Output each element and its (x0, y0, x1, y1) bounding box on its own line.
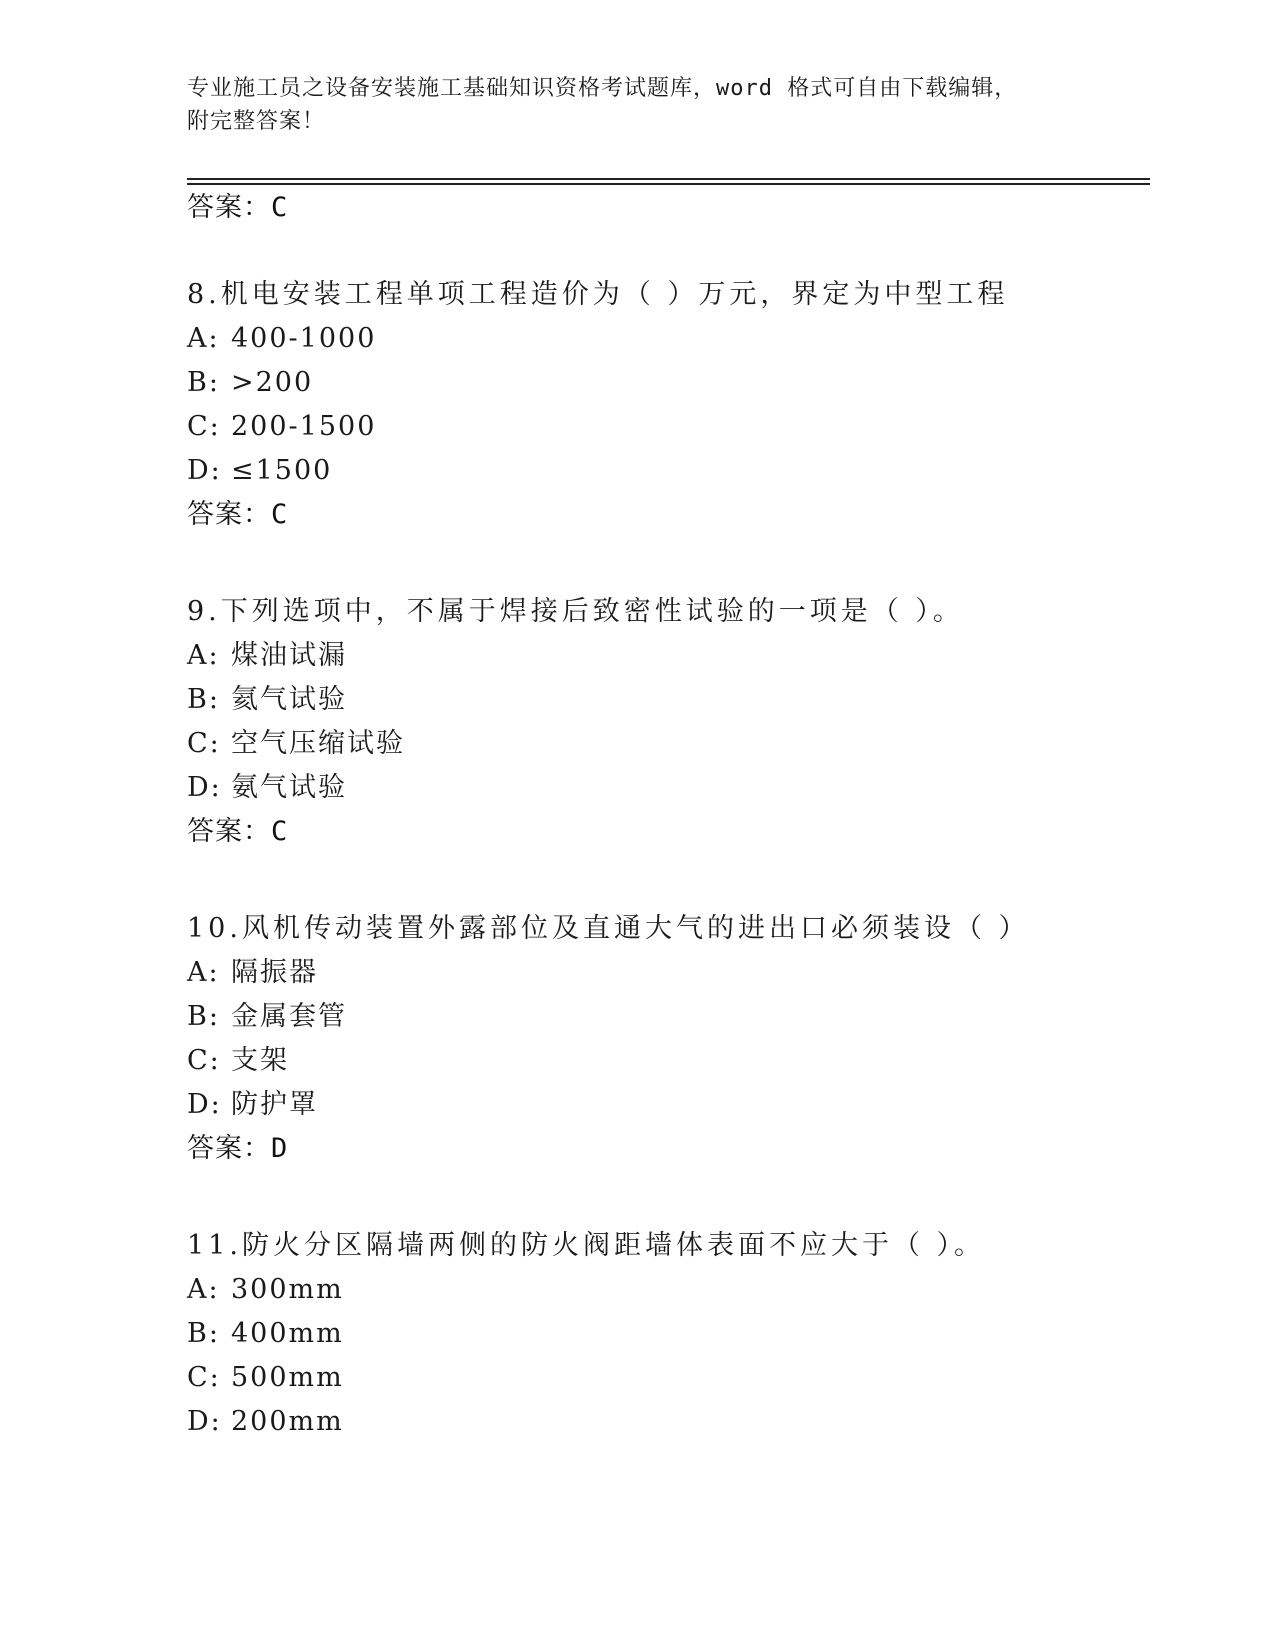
option-text: 空气压缩试验 (231, 728, 405, 759)
option-text: 氦气试验 (231, 684, 347, 715)
option-text: 500mm (231, 1362, 344, 1393)
option-text: >200 (231, 367, 314, 398)
option-label: D: (187, 1089, 222, 1120)
option-a (187, 956, 318, 990)
answer-line: 答案：C (187, 816, 289, 847)
answer-line: 答案：D (187, 1133, 289, 1164)
option-c (187, 410, 376, 444)
question-title: 10.风机传动装置外露部位及直通大气的进出口必须装设（ ） (187, 913, 1030, 944)
option-label: D: (187, 772, 222, 803)
answer-line: 答案：C (187, 192, 289, 223)
option-label: D: (187, 455, 222, 486)
option-b (187, 366, 313, 400)
option-b (187, 1317, 344, 1351)
option-label: B: (187, 1001, 220, 1032)
option-c (187, 727, 405, 761)
option-a (187, 322, 376, 356)
option-text: 氨气试验 (231, 772, 347, 803)
option-d (187, 454, 332, 488)
option-d (187, 771, 347, 805)
option-text: 隔振器 (231, 957, 318, 988)
option-d (187, 1405, 344, 1439)
option-b (187, 1000, 347, 1034)
option-label: C: (187, 1045, 221, 1076)
option-text: ≤1500 (231, 455, 333, 486)
option-text: 300mm (231, 1274, 344, 1305)
header-line-2: 附完整答案！ (187, 109, 326, 134)
option-label: A: (187, 640, 220, 671)
option-text: 400-1000 (231, 323, 377, 354)
option-a (187, 639, 347, 673)
option-text: 200-1500 (231, 411, 377, 442)
question-title: 8.机电安装工程单项工程造价为（ ）万元，界定为中型工程 (187, 279, 1009, 310)
option-a (187, 1273, 344, 1307)
document-header (187, 72, 1087, 138)
option-text: 200mm (231, 1406, 344, 1437)
option-c (187, 1044, 289, 1078)
answer-line: 答案：C (187, 499, 289, 530)
option-label: B: (187, 367, 220, 398)
option-label: C: (187, 411, 221, 442)
question-title: 11.防火分区隔墙两侧的防火阀距墙体表面不应大于（ ）。 (187, 1230, 986, 1261)
option-label: A: (187, 323, 220, 354)
option-text: 金属套管 (231, 1001, 347, 1032)
option-text: 支架 (231, 1045, 289, 1076)
header-divider-top (187, 178, 1150, 180)
option-c (187, 1361, 344, 1395)
option-text: 防护罩 (231, 1089, 318, 1120)
header-divider-bottom (187, 183, 1150, 185)
option-label: A: (187, 1274, 220, 1305)
option-b (187, 683, 347, 717)
option-text: 煤油试漏 (231, 640, 347, 671)
question-title: 9.下列选项中，不属于焊接后致密性试验的一项是（ ）。 (187, 596, 964, 627)
header-line-1: 专业施工员之设备安装施工基础知识资格考试题库，word 格式可自由下载编辑， (187, 76, 1018, 101)
option-label: C: (187, 1362, 221, 1393)
option-d (187, 1088, 318, 1122)
option-label: C: (187, 728, 221, 759)
option-text: 400mm (231, 1318, 344, 1349)
option-label: B: (187, 684, 220, 715)
option-label: D: (187, 1406, 222, 1437)
option-label: A: (187, 957, 220, 988)
option-label: B: (187, 1318, 220, 1349)
